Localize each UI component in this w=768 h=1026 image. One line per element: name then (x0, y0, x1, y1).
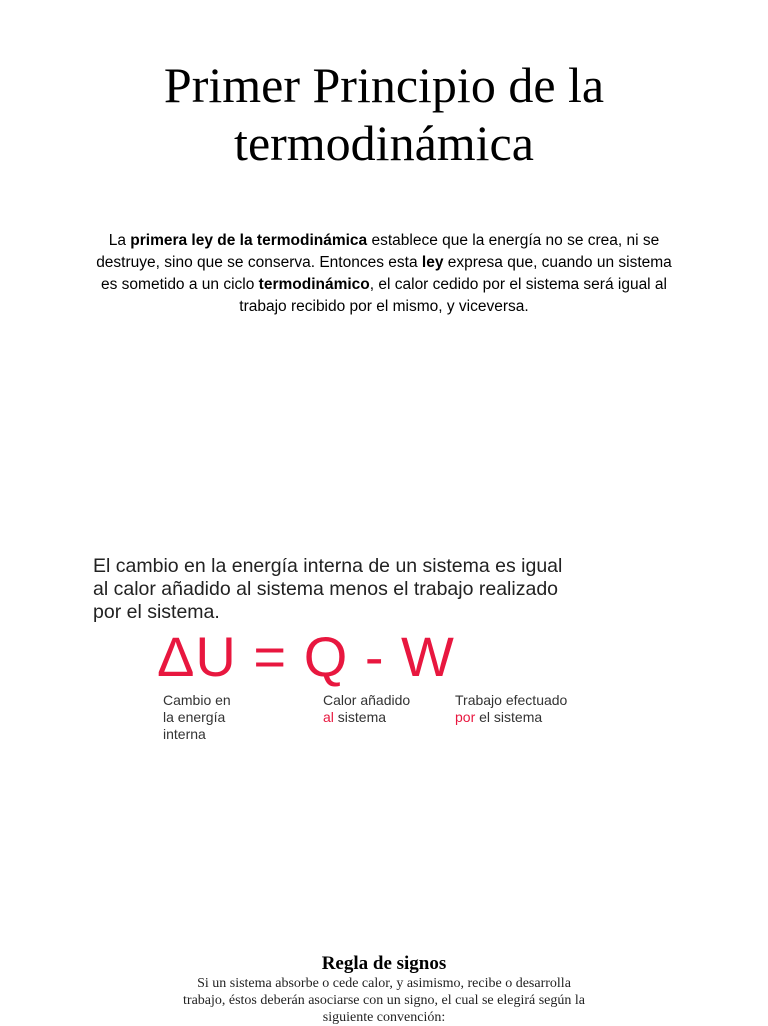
label-work-done (455, 692, 567, 726)
sign-rule-line-3: siguiente convención: (322, 1010, 446, 1025)
equation-equals: = (253, 625, 288, 688)
label-u-line-1: Cambio en (163, 692, 231, 708)
label-w-line-1: Trabajo efectuado (455, 692, 568, 708)
label-q-rest: sistema (333, 709, 387, 725)
intro-bold-first-law: primera ley de la termodinámica (130, 232, 368, 249)
label-q-line-1: Calor añadido (323, 692, 411, 708)
statement-line-3: por el sistema. (93, 601, 220, 623)
sign-rule-line-1: Si un sistema absorbe o cede calor, y asimismo, recibe o desarrolla (197, 976, 571, 991)
label-w-line-2 (455, 709, 567, 726)
title-line-2: termodinámica (234, 115, 534, 171)
label-u-line-3: interna (163, 726, 206, 742)
intro-text-4: , el calor cedido por el sistema será igual al trabajo recibido por el mismo, y viceversa. (239, 276, 667, 315)
sign-rule-line-2: trabajo, éstos deberán asociarse con un signo, el cual se elegirá según la (183, 993, 585, 1008)
label-w-rest: el sistema (475, 709, 543, 725)
intro-text-2: establece que la energía no se crea, ni se destruye, sino que se conserva. Entonces esta (96, 232, 660, 271)
equation-delta-u: ΔU (157, 625, 237, 688)
equation-w: W (401, 625, 455, 688)
label-q-accent: al (323, 709, 334, 725)
label-internal-energy (163, 692, 231, 743)
page-title (84, 56, 684, 172)
label-w-accent: por (455, 709, 476, 725)
statement-line-1: El cambio en la energía interna de un sistema es igual (93, 555, 563, 577)
sign-rule-text (84, 975, 684, 1026)
intro-text-1: La (108, 232, 131, 249)
intro-paragraph (88, 230, 680, 318)
intro-bold-law: ley (421, 254, 444, 271)
label-u-line-2: la energía (163, 709, 226, 725)
equation-q: Q (303, 625, 349, 688)
title-line-1: Primer Principio de la (163, 57, 605, 113)
statement-line-2: al calor añadido al sistema menos el trabajo realizado (93, 578, 559, 600)
first-law-equation (157, 626, 455, 688)
sign-rule-title: Regla de signos (321, 953, 447, 974)
label-heat-added (323, 692, 410, 726)
equation-minus: - (364, 625, 385, 688)
label-q-line-2 (323, 709, 410, 726)
intro-bold-thermodynamic: termodinámico (258, 276, 370, 293)
figure-statement (93, 555, 653, 624)
intro-text-3: expresa que, cuando un sistema es sometido a un ciclo (100, 254, 672, 293)
